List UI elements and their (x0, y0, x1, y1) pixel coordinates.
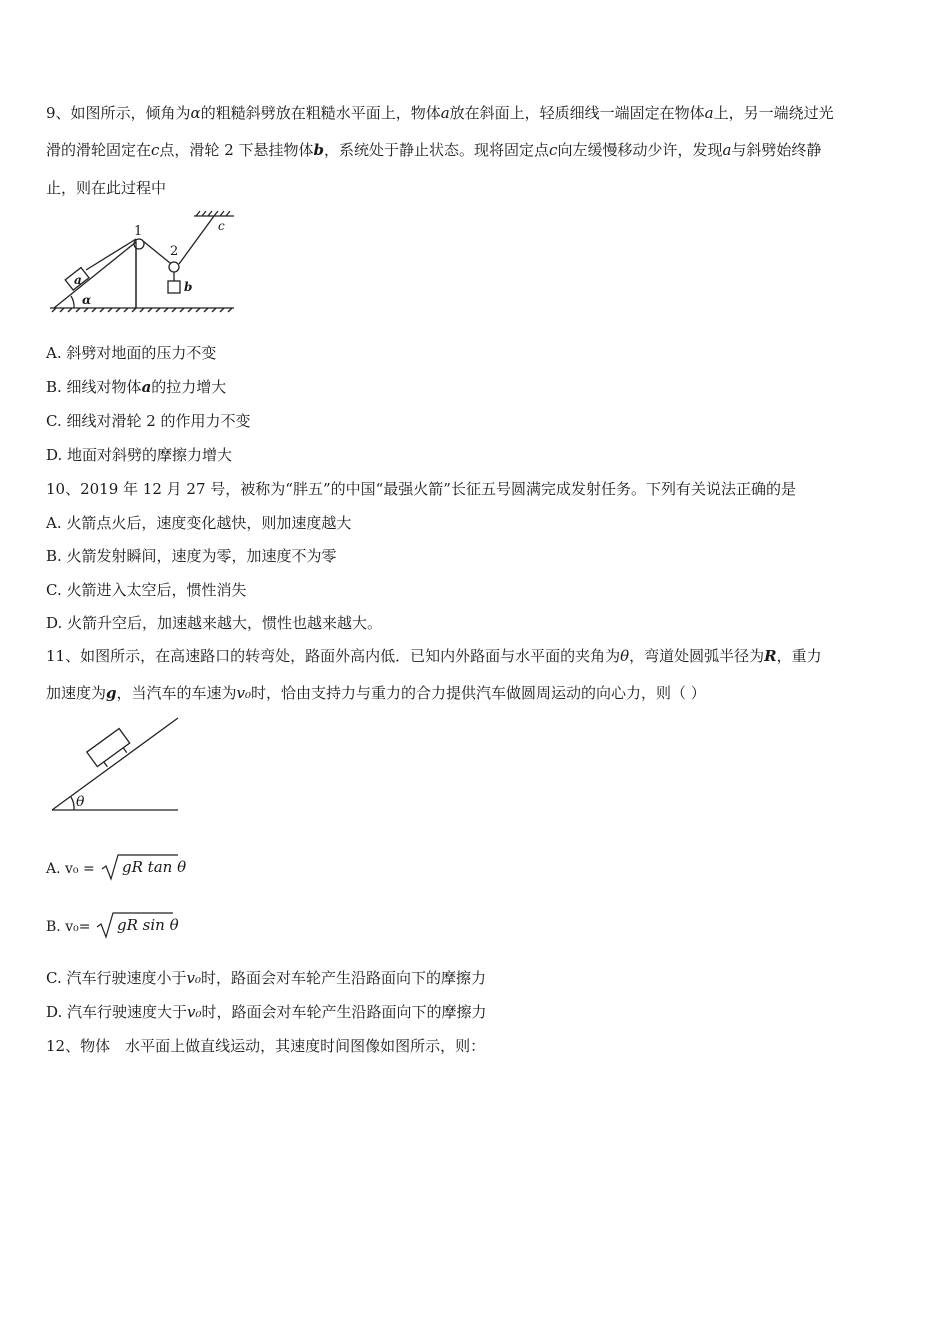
label-2: 2 (170, 244, 179, 259)
label-c: c (218, 219, 225, 233)
q9-option-a: A. 斜劈对地面的压力不变 (46, 344, 217, 362)
sqrt-b-sign (95, 910, 179, 940)
q9-option-b: B. 细线对物体a的拉力增大 (46, 378, 227, 396)
q9-option-c: C. 细线对滑轮 2 的作用力不变 (46, 412, 251, 430)
q11-stem-line-2: 加速度为g，当汽车的车速为v₀时，恰由支持力与重力的合力提供汽车做圆周运动的向心力，则（ ） (46, 684, 706, 702)
q9-stem-line-1: 9、如图所示，倾角为α的粗糙斜劈放在粗糙水平面上，物体a放在斜面上，轻质细线一端固定在物体a上，另一端绕过光 (46, 104, 834, 122)
q9-stem-line-3: 止，则在此过程中 (46, 179, 167, 197)
q10-stem: 10、2019 年 12 月 27 号，被称为“胖五”的中国“最强火箭”长征五号圆满完成发射任务。下列有关说法正确的是 (46, 480, 796, 498)
q11-option-d: D. 汽车行驶速度大于v₀时，路面会对车轮产生沿路面向下的摩擦力 (46, 1003, 487, 1021)
label-b: b (184, 280, 193, 294)
q10-option-c: C. 火箭进入太空后，惯性消失 (46, 581, 247, 599)
q10-option-a: A. 火箭点火后，速度变化越快，则加速度越大 (46, 514, 352, 532)
q11-stem-line-1: 11、如图所示，在高速路口的转弯处，路面外高内低．已知内外路面与水平面的夹角为θ，弯道处圆弧半径为R，重力 (46, 647, 822, 665)
q11-option-a: A. v₀ = gR tan θ (46, 852, 178, 886)
label-alpha: α (82, 293, 92, 307)
q10-option-d: D. 火箭升空后，加速越来越大，惯性也越来越大。 (46, 614, 383, 632)
wedge (54, 242, 136, 308)
radicand-a: gR tan θ (121, 858, 186, 876)
car-block (87, 729, 133, 772)
label-1: 1 (134, 224, 143, 239)
block-b (168, 281, 180, 293)
q11-figure (48, 714, 184, 816)
q10-option-b: B. 火箭发射瞬间，速度为零，加速度不为零 (46, 547, 337, 565)
string-2-c (179, 216, 214, 264)
string-1-2 (143, 241, 170, 263)
sqrt-a (100, 852, 186, 886)
label-theta: θ (76, 794, 85, 810)
q11-option-c: C. 汽车行驶速度小于v₀时，路面会对车轮产生沿路面向下的摩擦力 (46, 969, 486, 987)
q9-stem-line-2: 滑的滑轮固定在c点，滑轮 2 下悬挂物体b，系统处于静止状态。现将固定点c向左缓慢移动少许，发现a与斜劈始终静 (46, 141, 822, 159)
q9-option-d: D. 地面对斜劈的摩擦力增大 (46, 446, 233, 464)
q11-option-b: B. v₀= gR sin θ (46, 910, 173, 944)
radicand-b: gR sin θ (117, 916, 179, 934)
q9-figure (44, 208, 244, 320)
sqrt-a-sign (100, 852, 186, 882)
alpha-arc (71, 296, 74, 308)
theta-arc (71, 797, 74, 810)
pulley-2 (169, 262, 179, 272)
label-a: a (74, 273, 82, 287)
q12-stem: 12、物体 水平面上做直线运动，其速度时间图像如图所示，则： (46, 1037, 486, 1055)
ceiling-hatch (196, 211, 230, 216)
sqrt-b (95, 910, 179, 944)
string-a-1 (86, 239, 136, 270)
